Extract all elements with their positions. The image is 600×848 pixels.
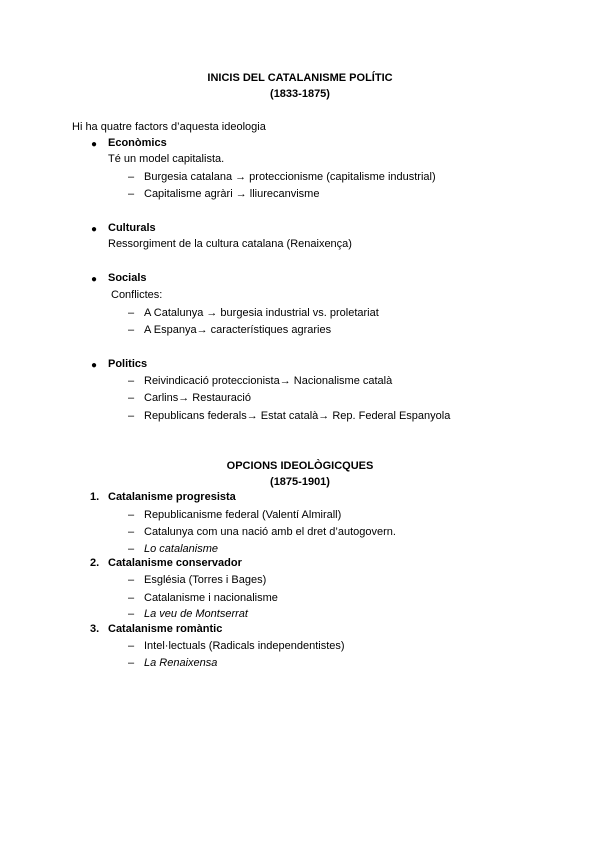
list-item: Reivindicació proteccionista→ Nacionalisme català xyxy=(144,375,393,387)
dash-icon: – xyxy=(128,509,135,521)
list-item: Capitalisme agràri → lliurecanvisme xyxy=(144,188,320,200)
bullet-icon: ● xyxy=(91,274,98,285)
dash-icon: – xyxy=(128,592,135,604)
list-item-italic: Lo catalanisme xyxy=(144,543,218,555)
factor-heading-culturals: Culturals xyxy=(108,222,156,234)
factor-text-culturals: Ressorgiment de la cultura catalana (Renaixença) xyxy=(108,238,352,250)
option-number: 2. xyxy=(90,557,100,569)
section2-title: OPCIONS IDEOLÒGICQUES xyxy=(226,460,374,472)
list-item: Catalunya com una nació amb el dret d’autogovern. xyxy=(144,526,396,538)
dash-icon: – xyxy=(128,526,135,538)
dash-icon: – xyxy=(128,574,135,586)
factor-heading-economics: Econòmics xyxy=(108,137,167,149)
factor-text-economics: Té un model capitalista. xyxy=(108,153,225,165)
dash-icon: – xyxy=(128,188,135,200)
intro-text: Hi ha quatre factors d’aquesta ideologia xyxy=(72,121,266,133)
factor-heading-politics: Politics xyxy=(108,358,148,370)
list-item: Republicans federals→ Estat català→ Rep. Federal Espanyola xyxy=(144,410,451,422)
option-heading: Catalanisme progresista xyxy=(108,491,236,503)
list-item: A Catalunya → burgesia industrial vs. proletariat xyxy=(144,307,379,319)
option-number: 1. xyxy=(90,491,100,503)
factor-text-socials: Conflictes: xyxy=(111,289,163,301)
list-item: Església (Torres i Bages) xyxy=(144,574,267,586)
list-item: Catalanisme i nacionalisme xyxy=(144,592,278,604)
list-item: Intel·lectuals (Radicals independentistes) xyxy=(144,640,345,652)
dash-icon: – xyxy=(128,324,135,336)
section1-title: INICIS DEL CATALANISME POLÍTIC xyxy=(207,72,393,84)
dash-icon: – xyxy=(128,608,135,620)
dash-icon: – xyxy=(128,375,135,387)
bullet-icon: ● xyxy=(91,224,98,235)
factor-heading-socials: Socials xyxy=(108,272,147,284)
dash-icon: – xyxy=(128,657,135,669)
option-number: 3. xyxy=(90,623,100,635)
option-heading: Catalanisme romàntic xyxy=(108,623,223,635)
dash-icon: – xyxy=(128,392,135,404)
section1-subtitle: (1833-1875) xyxy=(270,88,330,100)
dash-icon: – xyxy=(128,307,135,319)
list-item-italic: La veu de Montserrat xyxy=(144,608,248,620)
bullet-icon: ● xyxy=(91,139,98,150)
list-item: A Espanya→ característiques agraries xyxy=(144,324,332,336)
dash-icon: – xyxy=(128,543,135,555)
list-item: Republicanisme federal (Valentí Almirall) xyxy=(144,509,342,521)
list-item-italic: La Renaixensa xyxy=(144,657,218,669)
dash-icon: – xyxy=(128,640,135,652)
dash-icon: – xyxy=(128,171,135,183)
list-item: Burgesia catalana → proteccionisme (capitalisme industrial) xyxy=(144,171,436,183)
bullet-icon: ● xyxy=(91,360,98,371)
option-heading: Catalanisme conservador xyxy=(108,557,242,569)
dash-icon: – xyxy=(128,410,135,422)
section2-subtitle: (1875-1901) xyxy=(270,476,330,488)
list-item: Carlins→ Restauració xyxy=(144,392,251,404)
